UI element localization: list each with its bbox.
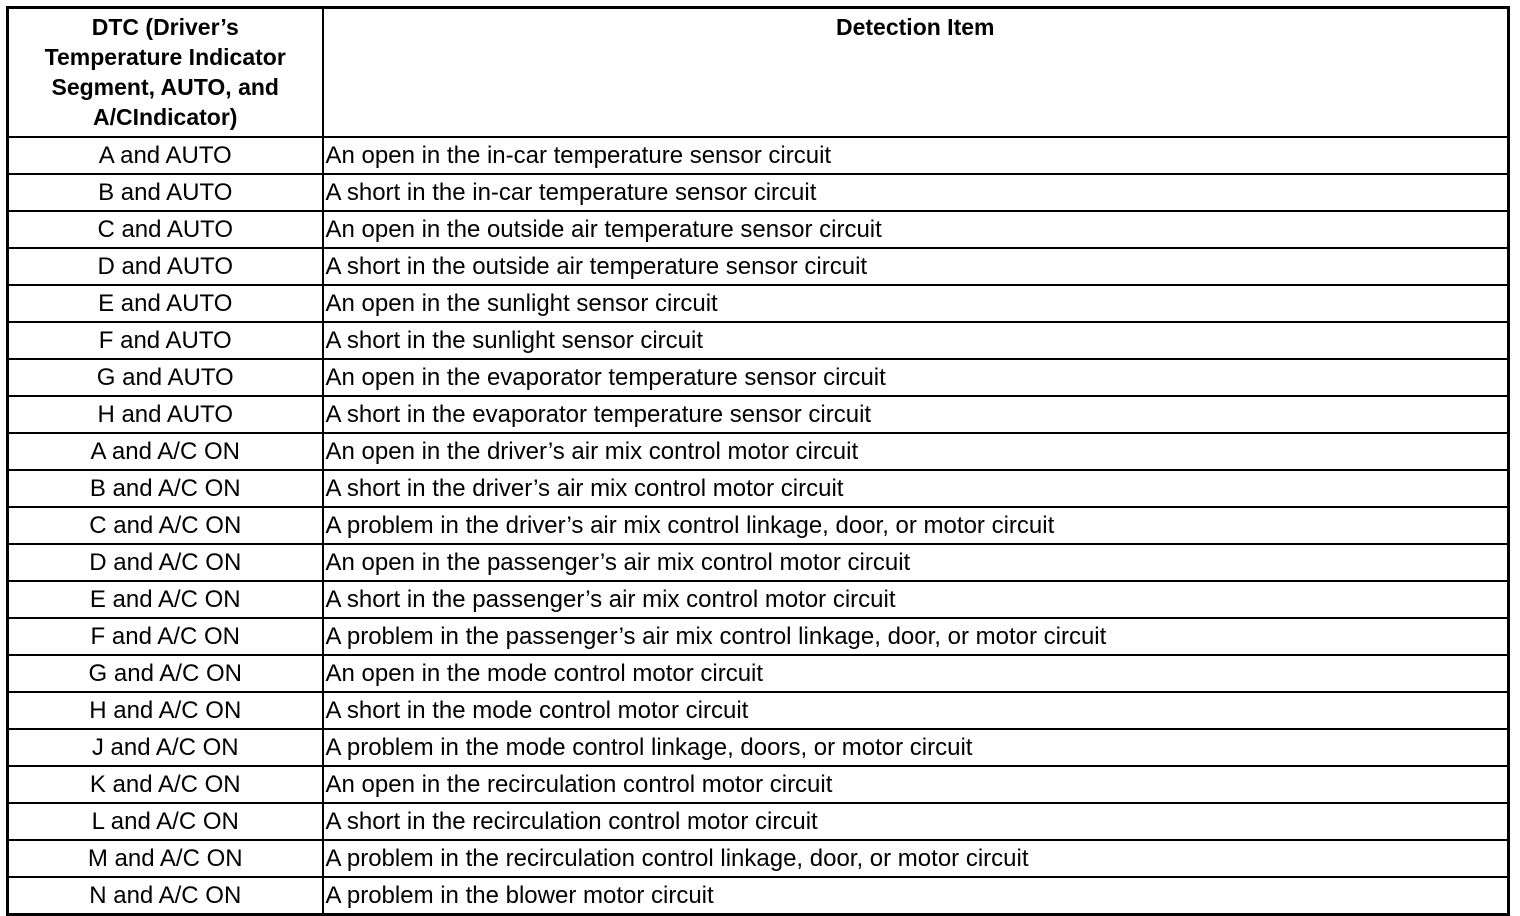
dtc-code-cell: G and AUTO [8, 359, 323, 396]
dtc-code-cell: N and A/C ON [8, 877, 323, 915]
table-row [8, 618, 1509, 655]
detection-item-cell: An open in the evaporator temperature sensor circuit [323, 359, 1509, 396]
detection-item-cell: A problem in the passenger’s air mix control linkage, door, or motor circuit [323, 618, 1509, 655]
header-dtc [8, 8, 323, 138]
detection-item-cell: A short in the driver’s air mix control motor circuit [323, 470, 1509, 507]
detection-item-cell: A short in the evaporator temperature sensor circuit [323, 396, 1509, 433]
dtc-code-cell: G and A/C ON [8, 655, 323, 692]
header-dtc-line: Temperature Indicator [44, 44, 286, 70]
table-row [8, 581, 1509, 618]
table-row [8, 544, 1509, 581]
detection-item-cell: A short in the in-car temperature sensor circuit [323, 174, 1509, 211]
dtc-code-cell: C and A/C ON [8, 507, 323, 544]
table-row [8, 729, 1509, 766]
detection-item-cell: An open in the outside air temperature sensor circuit [323, 211, 1509, 248]
table-row [8, 211, 1509, 248]
dtc-code-cell: M and A/C ON [8, 840, 323, 877]
table-row [8, 470, 1509, 507]
dtc-code-cell: D and A/C ON [8, 544, 323, 581]
table-row [8, 322, 1509, 359]
dtc-code-cell: F and A/C ON [8, 618, 323, 655]
detection-item-cell: An open in the sunlight sensor circuit [323, 285, 1509, 322]
header-row [8, 8, 1509, 138]
detection-item-cell: An open in the mode control motor circuit [323, 655, 1509, 692]
dtc-code-cell: B and A/C ON [8, 470, 323, 507]
table-row [8, 396, 1509, 433]
detection-item-cell: An open in the passenger’s air mix control motor circuit [323, 544, 1509, 581]
table-row [8, 174, 1509, 211]
table-row [8, 137, 1509, 174]
header-detection-item: Detection Item [323, 8, 1509, 138]
detection-item-cell: An open in the recirculation control motor circuit [323, 766, 1509, 803]
detection-item-cell: An open in the driver’s air mix control motor circuit [323, 433, 1509, 470]
dtc-code-cell: E and A/C ON [8, 581, 323, 618]
detection-item-cell: An open in the in-car temperature sensor circuit [323, 137, 1509, 174]
dtc-code-cell: A and A/C ON [8, 433, 323, 470]
table-row [8, 359, 1509, 396]
dtc-code-cell: C and AUTO [8, 211, 323, 248]
table-row [8, 692, 1509, 729]
detection-item-cell: A problem in the driver’s air mix control linkage, door, or motor circuit [323, 507, 1509, 544]
detection-item-cell: A problem in the mode control linkage, doors, or motor circuit [323, 729, 1509, 766]
dtc-code-cell: A and AUTO [8, 137, 323, 174]
detection-item-cell: A short in the outside air temperature sensor circuit [323, 248, 1509, 285]
table-row [8, 285, 1509, 322]
table-header [8, 8, 1509, 138]
detection-item-cell: A problem in the recirculation control linkage, door, or motor circuit [323, 840, 1509, 877]
dtc-code-cell: F and AUTO [8, 322, 323, 359]
table-row [8, 766, 1509, 803]
header-dtc-line: A/CIndicator) [93, 104, 238, 130]
detection-item-cell: A short in the sunlight sensor circuit [323, 322, 1509, 359]
table-body [8, 137, 1509, 915]
detection-item-cell: A short in the passenger’s air mix control motor circuit [323, 581, 1509, 618]
header-dtc-line: DTC (Driver’s [91, 14, 239, 40]
dtc-code-cell: H and A/C ON [8, 692, 323, 729]
table-row [8, 507, 1509, 544]
table-row [8, 433, 1509, 470]
dtc-code-cell: L and A/C ON [8, 803, 323, 840]
table-row [8, 877, 1509, 915]
table-row [8, 840, 1509, 877]
dtc-code-cell: H and AUTO [8, 396, 323, 433]
header-dtc-line: Segment, AUTO, and [51, 74, 279, 100]
dtc-code-cell: D and AUTO [8, 248, 323, 285]
table-row [8, 803, 1509, 840]
dtc-code-cell: J and A/C ON [8, 729, 323, 766]
detection-item-cell: A problem in the blower motor circuit [323, 877, 1509, 915]
dtc-code-cell: B and AUTO [8, 174, 323, 211]
table-row [8, 655, 1509, 692]
dtc-table [6, 6, 1510, 916]
dtc-code-cell: K and A/C ON [8, 766, 323, 803]
detection-item-cell: A short in the mode control motor circuit [323, 692, 1509, 729]
detection-item-cell: A short in the recirculation control motor circuit [323, 803, 1509, 840]
dtc-code-cell: E and AUTO [8, 285, 323, 322]
table-row [8, 248, 1509, 285]
